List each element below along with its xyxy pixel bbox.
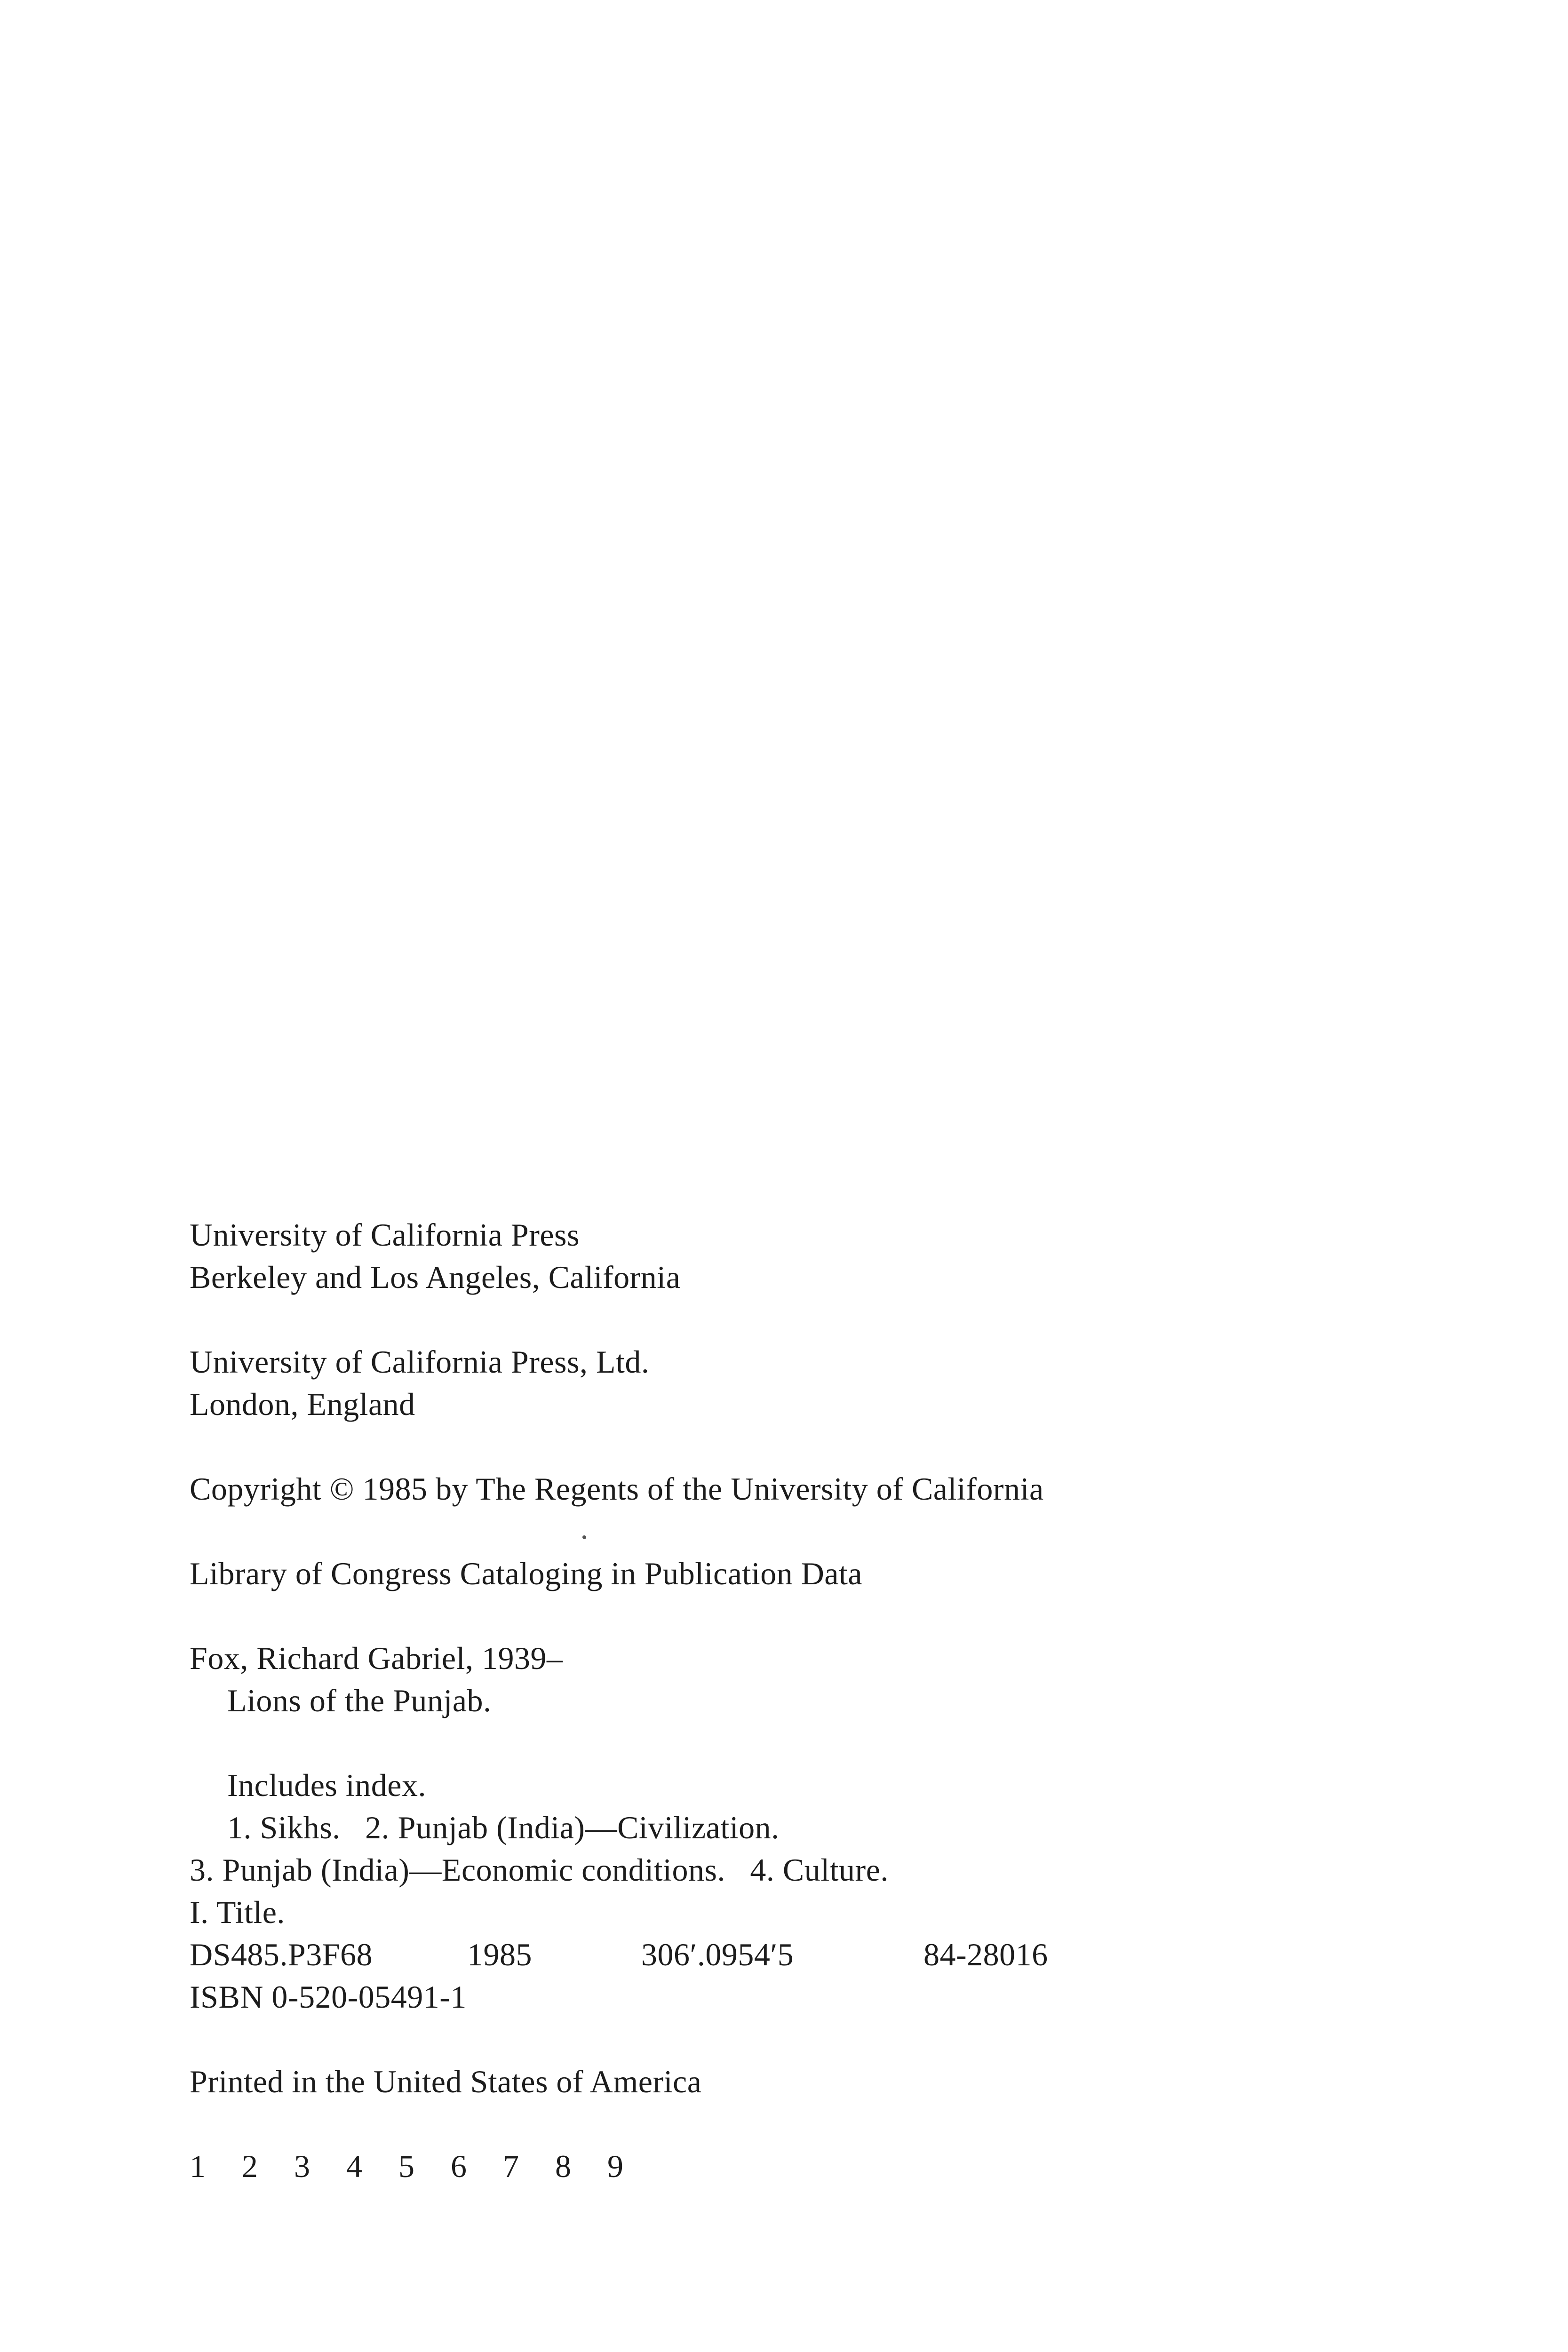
publisher-name: University of California Press bbox=[190, 1217, 580, 1253]
cip-call-number: DS485.P3F68 bbox=[190, 1937, 373, 1972]
publisher-uk-location: London, England bbox=[190, 1386, 415, 1422]
cip-author: Fox, Richard Gabriel, 1939– bbox=[190, 1640, 563, 1676]
cip-subjects-line2: 3. Punjab (India)—Economic conditions. 4. Culture. bbox=[190, 1852, 889, 1888]
stray-dot bbox=[582, 1535, 586, 1539]
cip-subjects-line1: 1. Sikhs. 2. Punjab (India)—Civilization. bbox=[227, 1810, 780, 1845]
cip-dewey: 306′.0954′5 bbox=[641, 1937, 794, 1972]
cip-year: 1985 bbox=[467, 1937, 532, 1972]
cip-note: Includes index. bbox=[227, 1767, 426, 1803]
printing-line: 1 2 3 4 5 6 7 8 9 bbox=[190, 2148, 637, 2184]
cip-title-entry: I. Title. bbox=[190, 1894, 285, 1930]
imprint-block bbox=[190, 1214, 1272, 2187]
cip-isbn: ISBN 0-520-05491-1 bbox=[190, 1979, 467, 2015]
cip-lccn: 84-28016 bbox=[923, 1937, 1048, 1972]
copyright-notice: Copyright © 1985 by The Regents of the University of California bbox=[190, 1471, 1044, 1507]
publisher-uk-name: University of California Press, Ltd. bbox=[190, 1344, 650, 1380]
cip-heading: Library of Congress Cataloging in Publication Data bbox=[190, 1556, 863, 1591]
cip-title: Lions of the Punjab. bbox=[227, 1683, 492, 1718]
printed-notice: Printed in the United States of America bbox=[190, 2064, 702, 2099]
publisher-location: Berkeley and Los Angeles, California bbox=[190, 1259, 681, 1295]
cip-classification-row bbox=[190, 1933, 1272, 1976]
